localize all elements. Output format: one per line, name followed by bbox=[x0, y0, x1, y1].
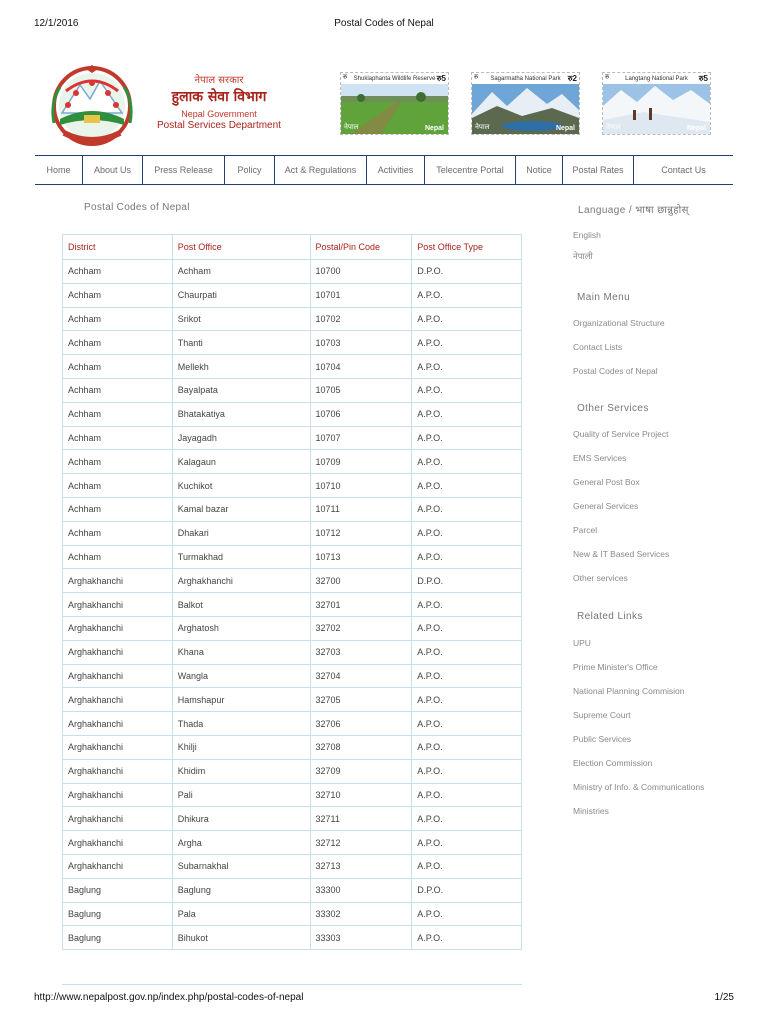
postal-code-cell: 10706 bbox=[310, 402, 412, 426]
office-type-cell: A.P.O. bbox=[412, 545, 522, 569]
postal-code-cell: 32713 bbox=[310, 854, 412, 878]
link-national-planning-commision[interactable]: National Planning Commision bbox=[573, 686, 685, 696]
stamp-country-english: Nepal bbox=[555, 125, 575, 132]
district-cell: Arghakhanchi bbox=[63, 831, 173, 855]
postal-code-cell: 10710 bbox=[310, 474, 412, 498]
government-name-nepali: नेपाल सरकार bbox=[194, 75, 244, 86]
district-cell: Achham bbox=[63, 402, 173, 426]
office-type-cell: A.P.O. bbox=[412, 616, 522, 640]
table-row bbox=[63, 688, 522, 712]
post-office-cell: Dhikura bbox=[172, 807, 310, 831]
sidebar-main-menu-links bbox=[573, 318, 743, 376]
print-date: 12/1/2016 bbox=[34, 18, 79, 29]
post-office-cell: Argha bbox=[172, 831, 310, 855]
office-type-cell: A.P.O. bbox=[412, 331, 522, 355]
district-cell: Arghakhanchi bbox=[63, 854, 173, 878]
language-heading: Language / भाषा छान्नुहोस् bbox=[578, 205, 689, 216]
table-row bbox=[63, 759, 522, 783]
office-type-cell: A.P.O. bbox=[412, 735, 522, 759]
link-upu[interactable]: UPU bbox=[573, 638, 591, 648]
stamp-value-right: रु5 bbox=[436, 74, 446, 83]
link-ems-services[interactable]: EMS Services bbox=[573, 453, 627, 463]
sidebar-language-head bbox=[573, 202, 743, 216]
office-type-cell: A.P.O. bbox=[412, 640, 522, 664]
stamp-national-park bbox=[471, 72, 580, 135]
postal-code-cell: 10704 bbox=[310, 355, 412, 379]
table-row bbox=[63, 307, 522, 331]
office-type-cell: A.P.O. bbox=[412, 759, 522, 783]
table-row bbox=[63, 569, 522, 593]
sidebar-main-menu-head bbox=[573, 292, 743, 303]
link-contact-lists[interactable]: Contact Lists bbox=[573, 342, 623, 352]
table-row bbox=[63, 331, 522, 355]
district-cell: Achham bbox=[63, 378, 173, 402]
postal-code-cell: 10703 bbox=[310, 331, 412, 355]
link-organizational-structure[interactable]: Organizational Structure bbox=[573, 318, 665, 328]
main-menu-heading: Main Menu bbox=[577, 292, 631, 303]
postal-code-cell: 32706 bbox=[310, 712, 412, 736]
table-row bbox=[63, 593, 522, 617]
postal-code-cell: 33303 bbox=[310, 926, 412, 950]
office-type-cell: A.P.O. bbox=[412, 521, 522, 545]
district-cell: Arghakhanchi bbox=[63, 735, 173, 759]
post-office-cell: Turmakhad bbox=[172, 545, 310, 569]
postal-code-cell: 32701 bbox=[310, 593, 412, 617]
table-row bbox=[63, 831, 522, 855]
government-name-english: Nepal Government bbox=[181, 109, 257, 119]
post-office-cell: Thada bbox=[172, 712, 310, 736]
district-cell: Baglung bbox=[63, 878, 173, 902]
stamp-wildlife-reserve bbox=[340, 72, 449, 135]
office-type-cell: A.P.O. bbox=[412, 307, 522, 331]
nepal-emblem-logo[interactable] bbox=[46, 63, 138, 149]
office-type-cell: A.P.O. bbox=[412, 426, 522, 450]
stamp-caption: Sagarmatha National Park bbox=[472, 74, 579, 84]
nav-contact-us[interactable]: Contact Us bbox=[661, 165, 706, 175]
post-office-cell: Achham bbox=[172, 260, 310, 284]
district-cell: Arghakhanchi bbox=[63, 664, 173, 688]
district-cell: Arghakhanchi bbox=[63, 759, 173, 783]
table-row bbox=[63, 545, 522, 569]
district-cell: Achham bbox=[63, 283, 173, 307]
postal-code-cell: 10711 bbox=[310, 497, 412, 521]
print-url: http://www.nepalpost.gov.np/index.php/postal-codes-of-nepal bbox=[34, 992, 304, 1003]
table-row bbox=[63, 474, 522, 498]
postal-code-cell: 10701 bbox=[310, 283, 412, 307]
post-office-cell: Srikot bbox=[172, 307, 310, 331]
postal-code-cell: 32705 bbox=[310, 688, 412, 712]
language-nepali-link[interactable]: नेपाली bbox=[573, 251, 593, 261]
post-office-cell: Baglung bbox=[172, 878, 310, 902]
postal-code-cell: 32702 bbox=[310, 616, 412, 640]
post-office-cell: Bihukot bbox=[172, 926, 310, 950]
other-services-heading: Other Services bbox=[577, 403, 649, 414]
table-row bbox=[63, 712, 522, 736]
stamp-value-left: रु bbox=[343, 74, 348, 81]
column-header-postal-code: Postal/Pin Code bbox=[310, 235, 412, 260]
department-name-nepali: हुलाक सेवा विभाग bbox=[171, 89, 267, 105]
stamp-country-english: Nepal bbox=[686, 125, 706, 132]
post-office-cell: Subarnakhal bbox=[172, 854, 310, 878]
postal-code-cell: 10709 bbox=[310, 450, 412, 474]
office-type-cell: A.P.O. bbox=[412, 807, 522, 831]
link-public-services[interactable]: Public Services bbox=[573, 734, 632, 744]
table-row bbox=[63, 450, 522, 474]
district-cell: Arghakhanchi bbox=[63, 569, 173, 593]
office-type-cell: A.P.O. bbox=[412, 474, 522, 498]
district-cell: Achham bbox=[63, 521, 173, 545]
postal-codes-table bbox=[62, 234, 522, 950]
postal-code-cell: 10700 bbox=[310, 260, 412, 284]
post-office-cell: Jayagadh bbox=[172, 426, 310, 450]
print-page-number: 1/25 bbox=[714, 992, 734, 1003]
stamp-value-left: रु bbox=[605, 74, 610, 81]
table-row bbox=[63, 402, 522, 426]
stamp-caption: Langtang National Park bbox=[603, 74, 710, 84]
table-continuation bbox=[62, 984, 522, 989]
table-row bbox=[63, 664, 522, 688]
post-office-cell: Kamal bazar bbox=[172, 497, 310, 521]
table-row bbox=[63, 426, 522, 450]
sidebar-related-links-head bbox=[573, 611, 743, 622]
post-office-cell: Pali bbox=[172, 783, 310, 807]
post-office-cell: Pala bbox=[172, 902, 310, 926]
postal-code-cell: 32712 bbox=[310, 831, 412, 855]
content-title: Postal Codes of Nepal bbox=[84, 202, 190, 213]
sidebar-related-links bbox=[573, 638, 743, 816]
post-office-cell: Khidim bbox=[172, 759, 310, 783]
nav-telecentre-portal[interactable]: Telecentre Portal bbox=[425, 156, 516, 184]
office-type-cell: A.P.O. bbox=[412, 712, 522, 736]
nav-press-release[interactable]: Press Release bbox=[143, 156, 225, 184]
table-row bbox=[63, 878, 522, 902]
link-supreme-court[interactable]: Supreme Court bbox=[573, 710, 631, 720]
stamp-country-nepali: नेपाल bbox=[606, 124, 621, 131]
post-office-cell: Thanti bbox=[172, 331, 310, 355]
district-cell: Baglung bbox=[63, 926, 173, 950]
table-row bbox=[63, 283, 522, 307]
post-office-cell: Khana bbox=[172, 640, 310, 664]
nav-home[interactable]: Home bbox=[35, 156, 83, 184]
postal-code-cell: 33302 bbox=[310, 902, 412, 926]
office-type-cell: A.P.O. bbox=[412, 283, 522, 307]
district-cell: Achham bbox=[63, 545, 173, 569]
post-office-cell: Balkot bbox=[172, 593, 310, 617]
postal-code-cell: 32703 bbox=[310, 640, 412, 664]
post-office-cell: Dhakari bbox=[172, 521, 310, 545]
stamp-value-right: रु2 bbox=[567, 74, 577, 83]
office-type-cell: A.P.O. bbox=[412, 688, 522, 712]
office-type-cell: A.P.O. bbox=[412, 593, 522, 617]
post-office-cell: Mellekh bbox=[172, 355, 310, 379]
district-cell: Achham bbox=[63, 260, 173, 284]
office-type-cell: A.P.O. bbox=[412, 902, 522, 926]
district-cell: Arghakhanchi bbox=[63, 688, 173, 712]
sidebar-other-services-head bbox=[573, 403, 743, 414]
postal-code-cell: 32711 bbox=[310, 807, 412, 831]
post-office-cell: Hamshapur bbox=[172, 688, 310, 712]
link-new-it-services[interactable]: New & IT Based Services bbox=[573, 549, 670, 559]
nav-activities[interactable]: Activities bbox=[367, 156, 425, 184]
district-cell: Baglung bbox=[63, 902, 173, 926]
district-cell: Achham bbox=[63, 331, 173, 355]
link-parcel[interactable]: Parcel bbox=[573, 525, 598, 535]
nav-about-us[interactable]: About Us bbox=[83, 156, 143, 184]
stamp-value-left: रु bbox=[474, 74, 479, 81]
stamp-country-nepali: नेपाल bbox=[344, 124, 359, 131]
nav-notice[interactable]: Notice bbox=[516, 156, 563, 184]
post-office-cell: Kalagaun bbox=[172, 450, 310, 474]
district-cell: Arghakhanchi bbox=[63, 712, 173, 736]
district-cell: Achham bbox=[63, 355, 173, 379]
link-election-commission[interactable]: Election Commission bbox=[573, 758, 653, 768]
postal-code-cell: 32700 bbox=[310, 569, 412, 593]
post-office-cell: Bhatakatiya bbox=[172, 402, 310, 426]
language-english-link[interactable]: English bbox=[573, 230, 601, 240]
post-office-cell: Bayalpata bbox=[172, 378, 310, 402]
postal-code-cell: 10712 bbox=[310, 521, 412, 545]
post-office-cell: Wangla bbox=[172, 664, 310, 688]
office-type-cell: A.P.O. bbox=[412, 355, 522, 379]
table-row bbox=[63, 640, 522, 664]
main-navigation bbox=[35, 155, 733, 185]
post-office-cell: Arghakhanchi bbox=[172, 569, 310, 593]
table-row bbox=[63, 902, 522, 926]
link-general-post-box[interactable]: General Post Box bbox=[573, 477, 640, 487]
postal-code-cell: 32704 bbox=[310, 664, 412, 688]
department-name-english: Postal Services Department bbox=[157, 120, 281, 131]
office-type-cell: A.P.O. bbox=[412, 926, 522, 950]
postal-code-cell: 10713 bbox=[310, 545, 412, 569]
post-office-cell: Kuchikot bbox=[172, 474, 310, 498]
related-links-heading: Related Links bbox=[577, 611, 643, 622]
link-ministries[interactable]: Ministries bbox=[573, 806, 609, 816]
postal-code-cell: 10702 bbox=[310, 307, 412, 331]
district-cell: Achham bbox=[63, 426, 173, 450]
nav-policy[interactable]: Policy bbox=[225, 156, 275, 184]
table-row bbox=[63, 783, 522, 807]
column-header-office-type: Post Office Type bbox=[412, 235, 522, 260]
column-header-post-office: Post Office bbox=[172, 235, 310, 260]
column-header-district: District bbox=[63, 235, 173, 260]
table-row bbox=[63, 926, 522, 950]
office-type-cell: D.P.O. bbox=[412, 569, 522, 593]
print-title: Postal Codes of Nepal bbox=[334, 18, 434, 29]
district-cell: Arghakhanchi bbox=[63, 807, 173, 831]
district-cell: Achham bbox=[63, 307, 173, 331]
table-body bbox=[63, 260, 522, 950]
office-type-cell: D.P.O. bbox=[412, 878, 522, 902]
office-type-cell: A.P.O. bbox=[412, 378, 522, 402]
district-cell: Arghakhanchi bbox=[63, 616, 173, 640]
post-office-cell: Chaurpati bbox=[172, 283, 310, 307]
postal-code-cell: 32710 bbox=[310, 783, 412, 807]
table-header-row bbox=[63, 235, 522, 260]
link-other-services[interactable]: Other services bbox=[573, 573, 628, 583]
stamp-caption: Shuklaphanta Wildlife Reserve bbox=[341, 74, 448, 84]
postal-code-cell: 10707 bbox=[310, 426, 412, 450]
nav-act-regulations[interactable]: Act & Regulations bbox=[275, 156, 367, 184]
district-cell: Arghakhanchi bbox=[63, 593, 173, 617]
department-name-block bbox=[155, 72, 283, 131]
district-cell: Achham bbox=[63, 474, 173, 498]
link-postal-codes[interactable]: Postal Codes of Nepal bbox=[573, 366, 658, 376]
postal-code-cell: 33300 bbox=[310, 878, 412, 902]
sidebar-other-services-links bbox=[573, 429, 743, 583]
office-type-cell: A.P.O. bbox=[412, 831, 522, 855]
office-type-cell: A.P.O. bbox=[412, 783, 522, 807]
table-row bbox=[63, 854, 522, 878]
post-office-cell: Khilji bbox=[172, 735, 310, 759]
link-quality-of-service[interactable]: Quality of Service Project bbox=[573, 429, 669, 439]
office-type-cell: A.P.O. bbox=[412, 664, 522, 688]
district-cell: Achham bbox=[63, 497, 173, 521]
stamp-country-english: Nepal bbox=[424, 125, 444, 132]
table-row bbox=[63, 497, 522, 521]
postal-code-cell: 10705 bbox=[310, 378, 412, 402]
stamp-value-right: रु5 bbox=[698, 74, 708, 83]
stamp-langtang-park bbox=[602, 72, 711, 135]
office-type-cell: D.P.O. bbox=[412, 260, 522, 284]
stamp-country-nepali: नेपाल bbox=[475, 124, 490, 131]
post-office-cell: Arghatosh bbox=[172, 616, 310, 640]
table-row bbox=[63, 521, 522, 545]
nav-postal-rates[interactable]: Postal Rates bbox=[563, 156, 634, 184]
table-row bbox=[63, 355, 522, 379]
table-row bbox=[63, 378, 522, 402]
table-row bbox=[63, 260, 522, 284]
link-ministry-info-communications[interactable]: Ministry of Info. & Communications bbox=[573, 782, 705, 792]
office-type-cell: A.P.O. bbox=[412, 402, 522, 426]
table-row bbox=[63, 616, 522, 640]
district-cell: Arghakhanchi bbox=[63, 640, 173, 664]
table-row bbox=[63, 735, 522, 759]
link-general-services[interactable]: General Services bbox=[573, 501, 639, 511]
table-row bbox=[63, 807, 522, 831]
sidebar-language-links bbox=[573, 230, 743, 262]
postal-code-cell: 32708 bbox=[310, 735, 412, 759]
office-type-cell: A.P.O. bbox=[412, 450, 522, 474]
district-cell: Arghakhanchi bbox=[63, 783, 173, 807]
office-type-cell: A.P.O. bbox=[412, 497, 522, 521]
office-type-cell: A.P.O. bbox=[412, 854, 522, 878]
postal-code-cell: 32709 bbox=[310, 759, 412, 783]
link-prime-ministers-office[interactable]: Prime Minister's Office bbox=[573, 662, 658, 672]
district-cell: Achham bbox=[63, 450, 173, 474]
